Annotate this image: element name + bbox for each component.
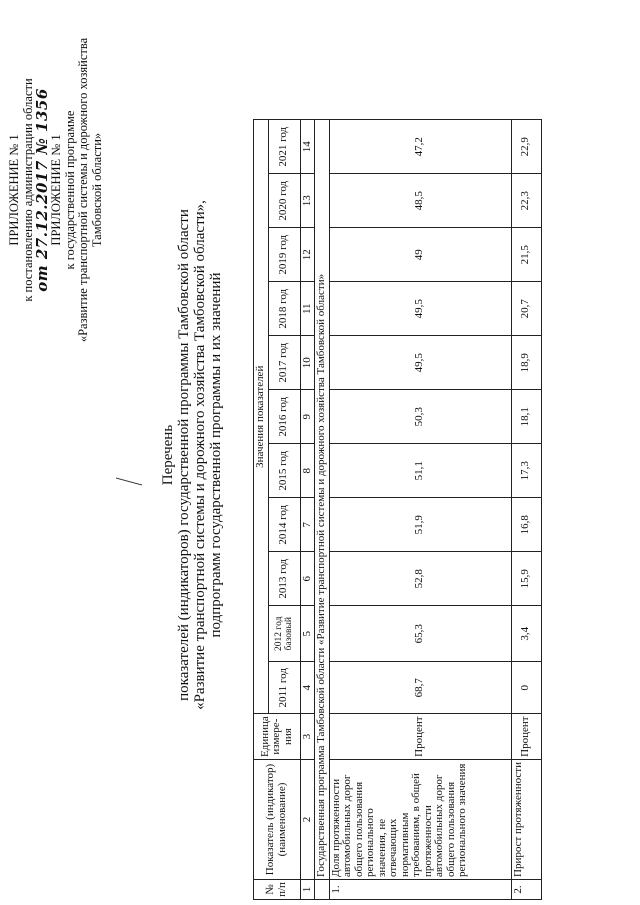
row-value: 18,1 xyxy=(511,390,541,444)
row-num: 1. xyxy=(329,880,511,900)
pen-mark xyxy=(116,475,142,486)
row-value: 65,3 xyxy=(329,606,511,662)
title-line-3: «Развитие транспортной системы и дорожного хозяйства Тамбовской области», xyxy=(192,200,208,710)
colnum-11: 11 xyxy=(300,282,315,336)
header-year-2015: 2015 год xyxy=(268,444,300,498)
colnum-12: 12 xyxy=(300,228,315,282)
row-value: 22,3 xyxy=(511,174,541,228)
header-year-2019: 2019 год xyxy=(268,228,300,282)
colnum-10: 10 xyxy=(300,336,315,390)
row-value: 51,1 xyxy=(329,444,511,498)
row-value: 68,7 xyxy=(329,662,511,714)
header-year-2021: 2021 год xyxy=(268,120,300,174)
header-year-2016: 2016 год xyxy=(268,390,300,444)
row-value: 48,5 xyxy=(329,174,511,228)
header-values-group: Значения показателей xyxy=(254,120,269,714)
header-indicator: Показатель (индикатор) (наименование) xyxy=(254,760,301,880)
colnum-2: 2 xyxy=(300,760,315,880)
section-empty-cell xyxy=(315,880,330,900)
row-value: 49,5 xyxy=(329,336,511,390)
row-value: 17,3 xyxy=(511,444,541,498)
colnum-9: 9 xyxy=(300,390,315,444)
header-year-2011: 2011 год xyxy=(268,662,300,714)
row-value: 49,5 xyxy=(329,282,511,336)
table-row xyxy=(329,120,511,900)
title-line-1: Перечень xyxy=(160,424,176,486)
appendix-program-region: Тамбовской области» xyxy=(89,132,104,248)
header-year-2012: 2012 год базовый xyxy=(268,606,300,662)
colnum-3: 3 xyxy=(300,714,315,760)
row-value: 52,8 xyxy=(329,552,511,606)
colnum-4: 4 xyxy=(300,662,315,714)
header-unit: Единица измере- ния xyxy=(254,714,301,760)
colnum-1: 1 xyxy=(300,880,315,900)
row-value: 15,9 xyxy=(511,552,541,606)
colnum-8: 8 xyxy=(300,444,315,498)
colnum-13: 13 xyxy=(300,174,315,228)
header-year-2014: 2014 год xyxy=(268,498,300,552)
row-num: 2. xyxy=(511,880,541,900)
row-value: 50,3 xyxy=(329,390,511,444)
appendix-decree-ref: к постановлению администрации области xyxy=(20,78,35,302)
row-value: 49 xyxy=(329,228,511,282)
title-line-4: подпрограмм государственной программы и их значений xyxy=(208,272,224,638)
colnum-14: 14 xyxy=(300,120,315,174)
colnum-7: 7 xyxy=(300,498,315,552)
row-value: 16,8 xyxy=(511,498,541,552)
colnum-5: 5 xyxy=(300,606,315,662)
header-year-2017: 2017 год xyxy=(268,336,300,390)
row-unit: Процент xyxy=(511,714,541,760)
header-year-2018: 2018 год xyxy=(268,282,300,336)
row-value: 47,2 xyxy=(329,120,511,174)
header-year-2020: 2020 год xyxy=(268,174,300,228)
row-indicator: Доля протяженности автомобильных дорог общего пользования регионального значения, не отвечающих нормативным требованиям, в общей протяженности автомобильных дорог общего пользования регионального значения xyxy=(329,760,511,880)
header-row-1 xyxy=(254,120,269,900)
row-value: 3,4 xyxy=(511,606,541,662)
table-row xyxy=(511,120,541,900)
row-value: 18,9 xyxy=(511,336,541,390)
row-value: 22,9 xyxy=(511,120,541,174)
row-value: 21,5 xyxy=(511,228,541,282)
header-year-2013: 2013 год xyxy=(268,552,300,606)
section-title: Государственная программа Тамбовской области «Развитие транспортной системы и дорожного хозяйства Тамбовской области» xyxy=(315,120,330,880)
row-value: 20,7 xyxy=(511,282,541,336)
row-value: 51,9 xyxy=(329,498,511,552)
title-line-2: показателей (индикаторов) государственной программы Тамбовской области xyxy=(176,209,192,701)
appendix-heading: ПРИЛОЖЕНИЕ № 1 xyxy=(7,134,21,246)
header-num: № п/п xyxy=(254,880,301,900)
section-row xyxy=(315,120,330,900)
appendix-program-ref: к государственной программе xyxy=(62,110,77,270)
appendix-heading-2: ПРИЛОЖЕНИЕ № 1 xyxy=(49,134,63,246)
appendix-handwritten-date: от 27.12.2017 № 1356 xyxy=(33,88,51,292)
row-indicator: Прирост протяженности xyxy=(511,760,541,880)
row-unit: Процент xyxy=(329,714,511,760)
indicators-table xyxy=(253,119,542,900)
document-title xyxy=(160,175,224,735)
appendix-program-name: «Развитие транспортной системы и дорожного хозяйства xyxy=(76,37,90,343)
appendix-block xyxy=(8,20,104,360)
column-number-row xyxy=(300,120,315,900)
colnum-6: 6 xyxy=(300,552,315,606)
row-value: 0 xyxy=(511,662,541,714)
